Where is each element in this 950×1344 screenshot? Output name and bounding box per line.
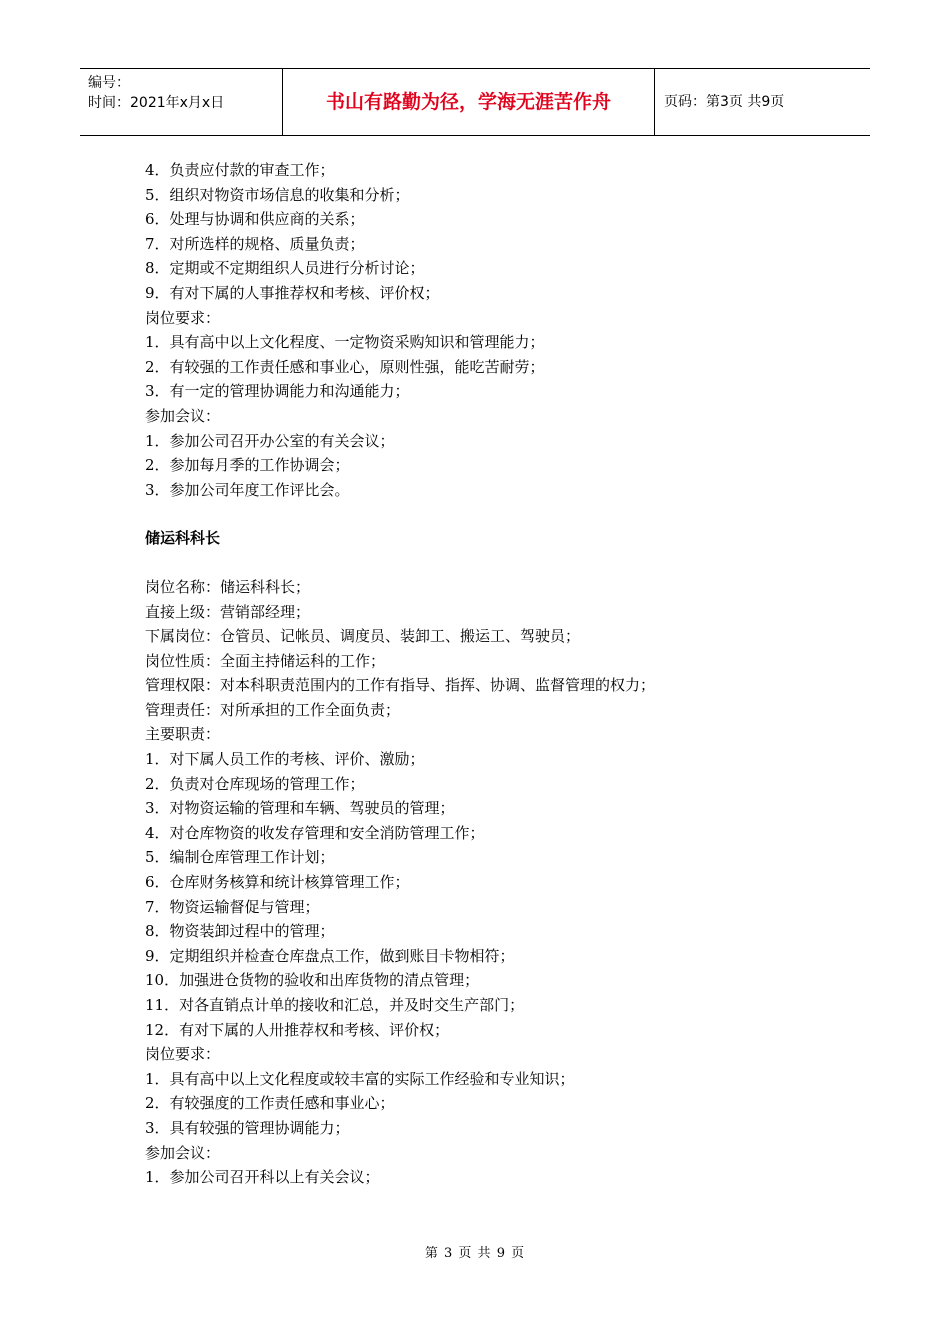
text-line: 主要职责：: [145, 725, 221, 744]
text-line: 管理权限：对本科职责范围内的工作有指导、指挥、协调、监督管理的权力；: [145, 676, 656, 695]
text-line: 7．物资运输督促与管理；: [145, 897, 320, 916]
text-line: 10．加强进仓货物的验收和出库货物的清点管理；: [145, 971, 480, 990]
text-line: 岗位性质：全面主持储运科的工作；: [145, 651, 386, 670]
section-procurement-continued: [145, 158, 845, 502]
text-line: 5．编制仓库管理工作计划；: [145, 848, 335, 867]
text-line: 岗位要求：: [145, 308, 221, 327]
text-line: 下属岗位：仓管员、记帐员、调度员、装卸工、搬运工、驾驶员；: [145, 627, 581, 646]
text-line: 7．对所选样的规格、质量负责；: [145, 234, 365, 253]
text-line: 3．有一定的管理协调能力和沟通能力；: [145, 382, 410, 401]
document-number-label: 编号：: [88, 75, 130, 91]
text-line: 岗位名称：储运科科长；: [145, 577, 311, 596]
text-line: 1．具有高中以上文化程度或较丰富的实际工作经验和专业知识；: [145, 1069, 575, 1088]
text-line: 1．具有高中以上文化程度、一定物资采购知识和管理能力；: [145, 333, 545, 352]
text-line: 3．具有较强的管理协调能力；: [145, 1118, 350, 1137]
text-line: 1．参加公司召开办公室的有关会议；: [145, 431, 395, 450]
text-line: 4．对仓库物资的收发存管理和安全消防管理工作；: [145, 823, 485, 842]
text-line: 1．对下属人员工作的考核、评价、激励；: [145, 750, 425, 769]
header-divider: [654, 69, 655, 136]
text-line: 2．参加每月季的工作协调会；: [145, 456, 350, 475]
text-line: 12．有对下属的人卅推荐权和考核、评价权；: [145, 1020, 450, 1039]
text-line: 4．负责应付款的审查工作；: [145, 161, 335, 179]
page-header: [80, 68, 870, 136]
text-line: 3．对物资运输的管理和车辆、驾驶员的管理；: [145, 799, 455, 818]
text-line: 11．对各直销点计单的接收和汇总，并及时交生产部门；: [145, 996, 525, 1014]
text-line: 6．处理与协调和供应商的关系；: [145, 210, 365, 229]
text-line: 参加会议：: [145, 1143, 221, 1162]
section-storage-transport-chief: [145, 575, 845, 1190]
text-line: 2．负责对仓库现场的管理工作；: [145, 774, 365, 793]
page-footer: 第 3 页 共 9 页: [424, 1246, 526, 1261]
header-motto: 书山有路勤为径，学海无涯苦作舟: [325, 91, 611, 113]
text-line: 9．有对下属的人事推荐权和考核、评价权；: [145, 283, 440, 302]
document-body: [145, 158, 845, 1190]
text-line: 参加会议：: [145, 406, 221, 425]
text-line: 直接上级：营销部经理；: [145, 602, 311, 621]
text-line: 3．参加公司年度工作评比会。: [145, 480, 350, 499]
section-heading: 储运科科长: [145, 529, 221, 548]
text-line: 岗位要求：: [145, 1045, 221, 1064]
header-left: [88, 73, 224, 113]
document-date: 时间：2021年x月x日: [88, 95, 225, 111]
text-line: 1．参加公司召开科以上有关会议；: [145, 1168, 380, 1187]
text-line: 8．物资装卸过程中的管理；: [145, 922, 335, 941]
text-line: 5．组织对物资市场信息的收集和分析；: [145, 185, 410, 204]
text-line: 6．仓库财务核算和统计核算管理工作；: [145, 873, 410, 892]
text-line: 管理责任：对所承担的工作全面负责；: [145, 700, 401, 719]
header-page-code: 页码：第3页 共9页: [664, 94, 785, 110]
text-line: 2．有较强度的工作责任感和事业心；: [145, 1094, 395, 1113]
text-line: 2．有较强的工作责任感和事业心，原则性强，能吃苦耐劳；: [145, 357, 545, 376]
text-line: 8．定期或不定期组织人员进行分析讨论；: [145, 259, 425, 278]
text-line: 9．定期组织并检查仓库盘点工作，做到账目卡物相符；: [145, 946, 515, 965]
